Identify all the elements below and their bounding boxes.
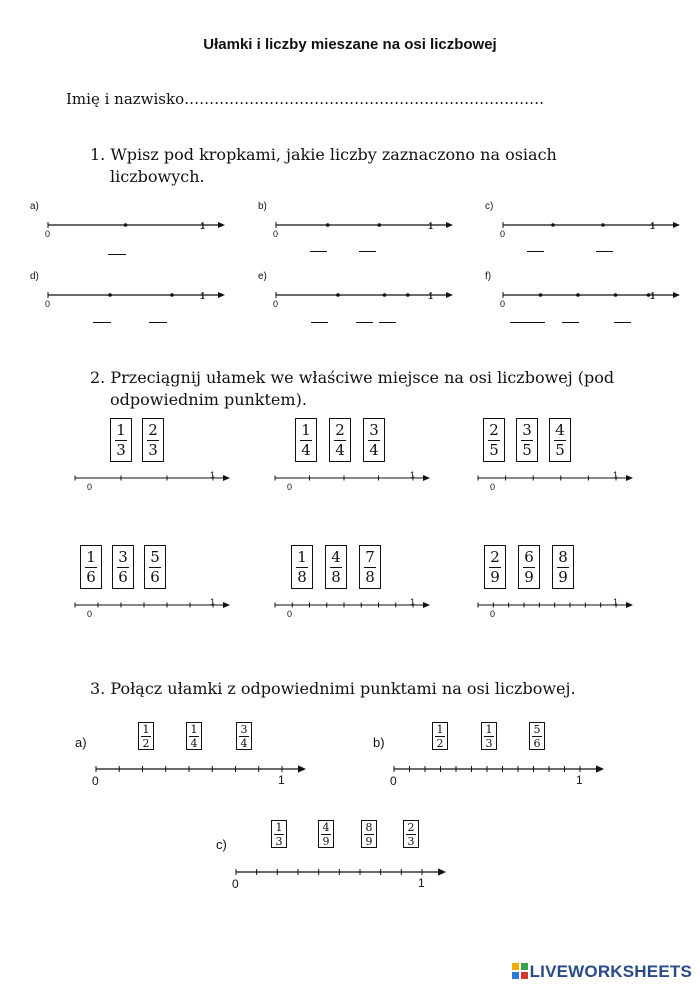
- axis-label-zero: 0: [287, 482, 293, 492]
- axis-point: [326, 223, 330, 227]
- exercise-label: c): [485, 201, 494, 212]
- arrow-right-icon: [446, 222, 453, 228]
- fraction-numerator: 1: [275, 820, 283, 834]
- fraction-card[interactable]: [144, 545, 166, 589]
- answer-blank[interactable]: [310, 251, 327, 252]
- fraction-card[interactable]: [518, 545, 540, 589]
- fraction-numerator: 3: [118, 547, 128, 566]
- answer-blank[interactable]: [596, 251, 613, 252]
- arrow-right-icon: [223, 475, 230, 481]
- fraction-numerator: 4: [331, 547, 341, 566]
- axis-point: [383, 293, 387, 297]
- axis-label-one: 1: [210, 470, 216, 480]
- answer-blank[interactable]: [562, 322, 579, 323]
- fraction-denominator: 9: [558, 567, 568, 586]
- fraction-numerator: 1: [86, 547, 96, 566]
- axis-label-one: 1: [278, 773, 285, 787]
- fraction-card[interactable]: [361, 820, 377, 848]
- fraction-numerator: 2: [148, 420, 158, 439]
- fraction-card[interactable]: [484, 545, 506, 589]
- arrow-right-icon: [298, 765, 306, 772]
- fraction-numerator: 3: [522, 420, 532, 439]
- fraction-numerator: 2: [335, 420, 345, 439]
- fraction-numerator: 5: [150, 547, 160, 566]
- fraction-numerator: 1: [297, 547, 307, 566]
- fraction-numerator: 1: [190, 722, 198, 736]
- axis-label-zero: 0: [500, 299, 506, 309]
- answer-blank[interactable]: [379, 322, 396, 323]
- fraction-card[interactable]: [329, 418, 351, 462]
- worksheet-title: Ułamki i liczby mieszane na osi liczbowej: [203, 36, 497, 53]
- fraction-numerator: 7: [365, 547, 375, 566]
- fraction-card[interactable]: [138, 722, 154, 750]
- arrow-right-icon: [438, 868, 446, 875]
- fraction-denominator: 3: [148, 440, 158, 459]
- fraction-card[interactable]: [549, 418, 571, 462]
- exercise-label: e): [258, 271, 267, 282]
- answer-blank[interactable]: [311, 322, 328, 323]
- axis-label-one: 1: [410, 470, 416, 480]
- axis-point: [551, 223, 555, 227]
- arrow-right-icon: [626, 475, 633, 481]
- axis-label-zero: 0: [45, 299, 51, 309]
- fraction-card[interactable]: [359, 545, 381, 589]
- fraction-denominator: 6: [533, 736, 541, 750]
- task1-instruction: 1. Wpisz pod kropkami, jakie liczby zaznaczono na osiach liczbowych.: [90, 145, 557, 186]
- fraction-numerator: 3: [240, 722, 248, 736]
- axis-label-zero: 0: [273, 229, 279, 239]
- axis-label-zero: 0: [287, 609, 293, 619]
- fraction-card[interactable]: [186, 722, 202, 750]
- fraction-card[interactable]: [110, 418, 132, 462]
- fraction-denominator: 2: [142, 736, 150, 750]
- arrow-right-icon: [446, 292, 453, 298]
- fraction-numerator: 1: [116, 420, 126, 439]
- axis-label-zero: 0: [232, 877, 239, 891]
- fraction-card[interactable]: [142, 418, 164, 462]
- axis-label-one: 1: [650, 221, 656, 231]
- arrow-right-icon: [673, 292, 680, 298]
- number-line: [499, 287, 685, 303]
- exercise-label: c): [216, 837, 227, 852]
- arrow-right-icon: [423, 602, 430, 608]
- axis-label-zero: 0: [87, 482, 93, 492]
- axis-label-one: 1: [650, 291, 656, 301]
- axis-label-one: 1: [428, 221, 434, 231]
- axis-label-zero: 0: [500, 229, 506, 239]
- fraction-numerator: 1: [142, 722, 150, 736]
- axis-label-one: 1: [200, 291, 206, 301]
- fraction-card[interactable]: [291, 545, 313, 589]
- number-line: [499, 217, 685, 233]
- fraction-denominator: 4: [240, 736, 248, 750]
- arrow-right-icon: [626, 602, 633, 608]
- fraction-denominator: 8: [365, 567, 375, 586]
- axis-label-one: 1: [410, 597, 416, 607]
- axis-label-zero: 0: [273, 299, 279, 309]
- fraction-card[interactable]: [271, 820, 287, 848]
- fraction-card[interactable]: [432, 722, 448, 750]
- fraction-numerator: 2: [407, 820, 415, 834]
- fraction-denominator: 5: [555, 440, 565, 459]
- fraction-denominator: 9: [490, 567, 500, 586]
- axis-label-zero: 0: [390, 774, 397, 788]
- exercise-label: a): [30, 201, 39, 212]
- arrow-right-icon: [596, 765, 604, 772]
- fraction-numerator: 8: [365, 820, 373, 834]
- axis-label-one: 1: [418, 876, 425, 890]
- axis-label-zero: 0: [490, 482, 496, 492]
- answer-blank[interactable]: [108, 254, 126, 255]
- fraction-numerator: 3: [369, 420, 379, 439]
- fraction-denominator: 4: [301, 440, 311, 459]
- axis-point: [601, 223, 605, 227]
- axis-point: [614, 293, 618, 297]
- answer-blank[interactable]: [510, 322, 545, 323]
- fraction-denominator: 6: [150, 567, 160, 586]
- axis-label-zero: 0: [87, 609, 93, 619]
- fraction-denominator: 3: [275, 834, 283, 848]
- axis-label-zero: 0: [45, 229, 51, 239]
- fraction-numerator: 1: [485, 722, 493, 736]
- fraction-numerator: 1: [301, 420, 311, 439]
- fraction-card[interactable]: [481, 722, 497, 750]
- fraction-card[interactable]: [112, 545, 134, 589]
- fraction-denominator: 9: [365, 834, 373, 848]
- fraction-card[interactable]: [363, 418, 385, 462]
- exercise-label: b): [373, 735, 385, 750]
- liveworksheets-icon: [512, 963, 528, 984]
- fraction-numerator: 6: [524, 547, 534, 566]
- answer-blank[interactable]: [93, 322, 111, 323]
- fraction-numerator: 2: [490, 547, 500, 566]
- fraction-card[interactable]: [80, 545, 102, 589]
- fraction-card[interactable]: [318, 820, 334, 848]
- arrow-right-icon: [218, 292, 225, 298]
- fraction-denominator: 9: [524, 567, 534, 586]
- arrow-right-icon: [223, 602, 230, 608]
- axis-point: [108, 293, 112, 297]
- fraction-numerator: 8: [558, 547, 568, 566]
- fraction-card[interactable]: [516, 418, 538, 462]
- answer-blank[interactable]: [149, 322, 167, 323]
- axis-point: [124, 223, 128, 227]
- fraction-denominator: 9: [322, 834, 330, 848]
- fraction-card[interactable]: [325, 545, 347, 589]
- fraction-denominator: 8: [297, 567, 307, 586]
- axis-point: [378, 223, 382, 227]
- exercise-label: d): [30, 271, 39, 282]
- fraction-card[interactable]: [529, 722, 545, 750]
- arrow-right-icon: [423, 475, 430, 481]
- fraction-numerator: 4: [555, 420, 565, 439]
- axis-label-one: 1: [200, 221, 206, 231]
- fraction-denominator: 5: [489, 440, 499, 459]
- answer-blank[interactable]: [527, 251, 544, 252]
- axis-label-one: 1: [428, 291, 434, 301]
- fraction-numerator: 5: [533, 722, 541, 736]
- axis-label-one: 1: [613, 597, 619, 607]
- fraction-numerator: 4: [322, 820, 330, 834]
- arrow-right-icon: [673, 222, 680, 228]
- fraction-card[interactable]: [403, 820, 419, 848]
- exercise-label: a): [75, 735, 87, 750]
- fraction-numerator: 2: [489, 420, 499, 439]
- fraction-numerator: 1: [436, 722, 444, 736]
- exercise-label: b): [258, 201, 267, 212]
- fraction-card[interactable]: [295, 418, 317, 462]
- axis-point: [539, 293, 543, 297]
- fraction-denominator: 3: [485, 736, 493, 750]
- fraction-denominator: 4: [190, 736, 198, 750]
- axis-point: [406, 293, 410, 297]
- axis-point: [576, 293, 580, 297]
- axis-label-zero: 0: [490, 609, 496, 619]
- axis-label-one: 1: [576, 773, 583, 787]
- task3-instruction: 3. Połącz ułamki z odpowiednimi punktami na osi liczbowej.: [90, 679, 576, 698]
- exercise-label: f): [485, 271, 492, 282]
- axis-label-zero: 0: [92, 774, 99, 788]
- brand-logo: LIVEWORKSHEETS: [512, 962, 692, 984]
- fraction-denominator: 2: [436, 736, 444, 750]
- axis-label-one: 1: [613, 470, 619, 480]
- answer-blank[interactable]: [614, 322, 631, 323]
- arrow-right-icon: [218, 222, 225, 228]
- fraction-card[interactable]: [483, 418, 505, 462]
- fraction-denominator: 5: [522, 440, 532, 459]
- answer-blank[interactable]: [356, 322, 373, 323]
- task2-instruction: 2. Przeciągnij ułamek we właściwe miejsce na osi liczbowej (pod odpowiednim punktem).: [90, 368, 615, 409]
- name-field-line[interactable]: Imię i nazwisko………………………………………………………………: [66, 90, 545, 108]
- axis-point: [336, 293, 340, 297]
- fraction-denominator: 6: [118, 567, 128, 586]
- fraction-card[interactable]: [552, 545, 574, 589]
- axis-label-one: 1: [210, 597, 216, 607]
- fraction-denominator: 3: [116, 440, 126, 459]
- axis-point: [170, 293, 174, 297]
- fraction-denominator: 4: [335, 440, 345, 459]
- answer-blank[interactable]: [359, 251, 376, 252]
- fraction-denominator: 8: [331, 567, 341, 586]
- fraction-denominator: 3: [407, 834, 415, 848]
- fraction-denominator: 6: [86, 567, 96, 586]
- fraction-denominator: 4: [369, 440, 379, 459]
- fraction-card[interactable]: [236, 722, 252, 750]
